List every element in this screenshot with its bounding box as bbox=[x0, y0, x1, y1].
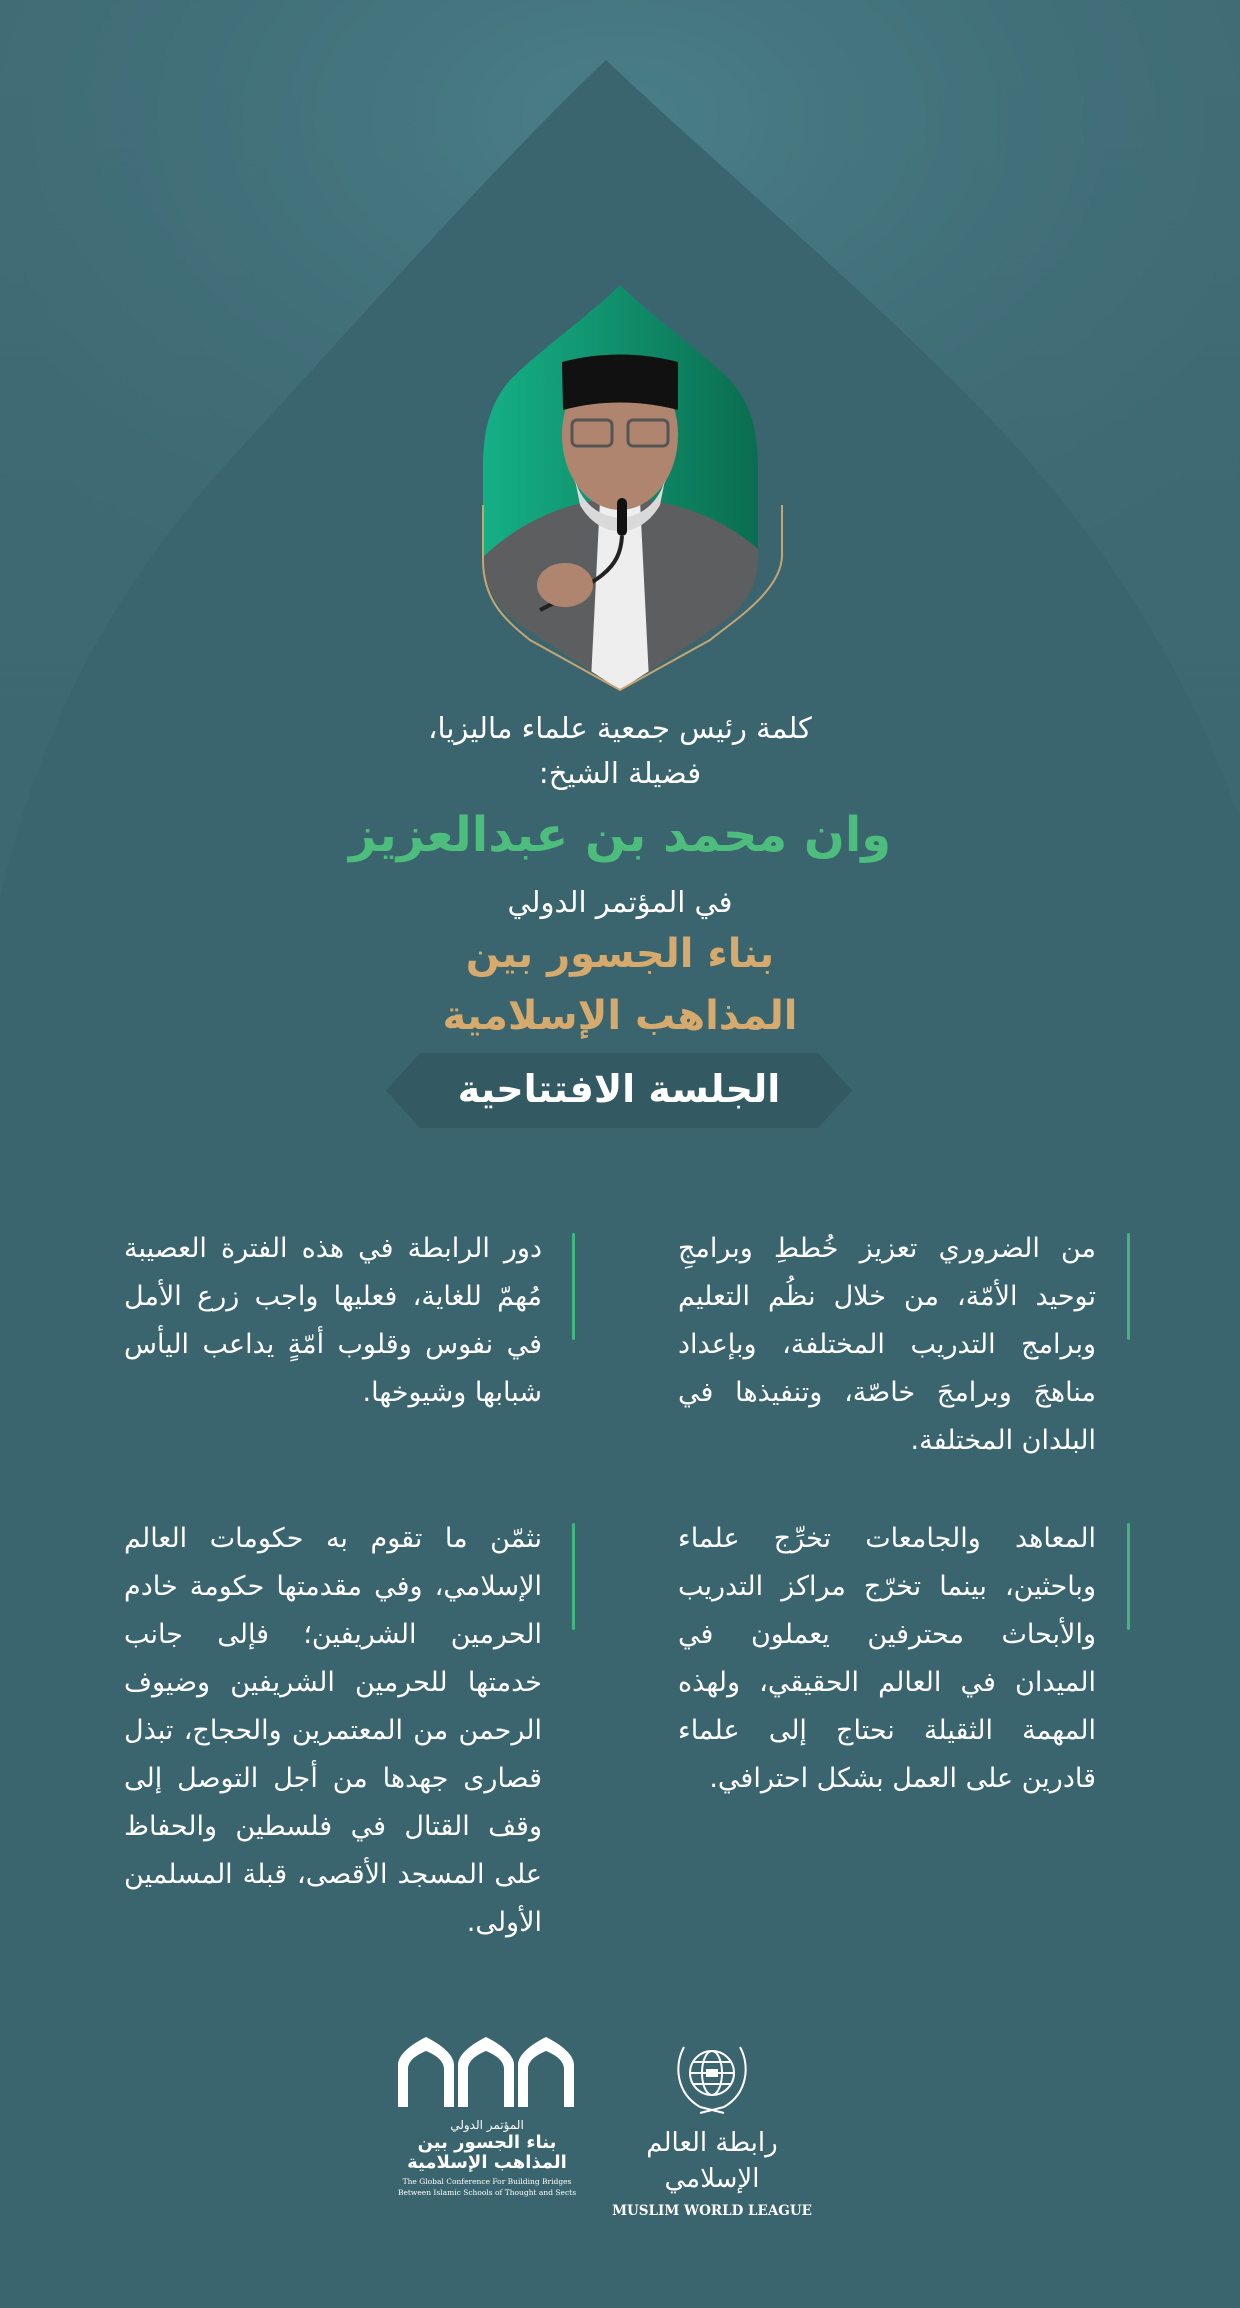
mwl-arabic-name: رابطة العالم الإسلامي bbox=[646, 2128, 778, 2194]
quote-divider bbox=[1127, 1523, 1130, 1630]
quote-4: نثمّن ما تقوم به حكومات العالم الإسلامي، وفي مقدمتها حكومة خادم الحرمين الشريفين؛ فإلى جانب خدمتها للحرمين الشريفين وضيوف الرحمن من المعتمرين والحجاج، تبذل قصارى جهدها من أجل التوصل إلى وقف القتال في فلسطين والحفاظ على المسجد الأقصى، قبلة المسلمين الأولى. bbox=[124, 1523, 542, 1938]
quote-2: دور الرابطة في هذه الفترة العصيبة مُهمّ للغاية، فعليها واجب زرع الأمل في نفوس وقلوب أمّةٍ يداعب اليأس شبابها وشيوخها. bbox=[124, 1233, 542, 1408]
conference-logo-ar-3: المذاهب الإسلامية bbox=[407, 2152, 567, 2173]
arches-icon bbox=[396, 2035, 578, 2107]
quote-3: المعاهد والجامعات تخرِّج علماء وباحثين، بينما تخرّج مراكز التدريب والأبحاث محترفين يعملون في الميدان في العالم الحقيقي، ولهذه المهمة الثقيلة نحتاج إلى علماء قادرين على العمل بشكل احترافي. bbox=[678, 1523, 1096, 1794]
conference-prefix: في المؤتمر الدولي bbox=[507, 885, 733, 919]
session-badge bbox=[386, 1053, 852, 1128]
intro-line-2: فضيلة الشيخ: bbox=[538, 756, 702, 790]
quote-1: من الضروري تعزيز خُططِ وبرامجِ توحيد الأمّة، من خلال نظُم التعليم وبرامج التدريب المختلفة، وبإعداد مناهجَ وبرامجَ خاصّة، وتنفيذها في البلدان المختلفة. bbox=[678, 1233, 1096, 1456]
muslim-world-league-logo bbox=[612, 2035, 812, 2219]
conference-logo bbox=[396, 2035, 578, 2200]
globe-wreath-icon bbox=[612, 2035, 812, 2115]
conference-logo-ar-1: المؤتمر الدولي bbox=[450, 2118, 524, 2132]
quote-divider bbox=[572, 1233, 575, 1340]
speaker-name: وان محمد بن عبدالعزيز bbox=[348, 807, 892, 863]
conference-logo-en-1: The Global Conference For Building Bridges bbox=[402, 2177, 572, 2186]
conference-logo-ar-2: بناء الجسور بين bbox=[417, 2132, 557, 2153]
conference-title-line-1: بناء الجسور بين bbox=[465, 931, 775, 977]
mwl-english-name: MUSLIM WORLD LEAGUE bbox=[612, 2203, 812, 2219]
quote-divider bbox=[1127, 1233, 1130, 1340]
intro-line-1: كلمة رئيس جمعية علماء ماليزيا، bbox=[428, 711, 812, 745]
session-label: الجلسة الافتتاحية bbox=[457, 1067, 781, 1111]
quote-divider bbox=[572, 1523, 575, 1630]
conference-logo-en-2: Between Islamic Schools of Thought and Sects bbox=[397, 2188, 577, 2197]
conference-title-line-2: المذاهب الإسلامية bbox=[442, 993, 798, 1039]
